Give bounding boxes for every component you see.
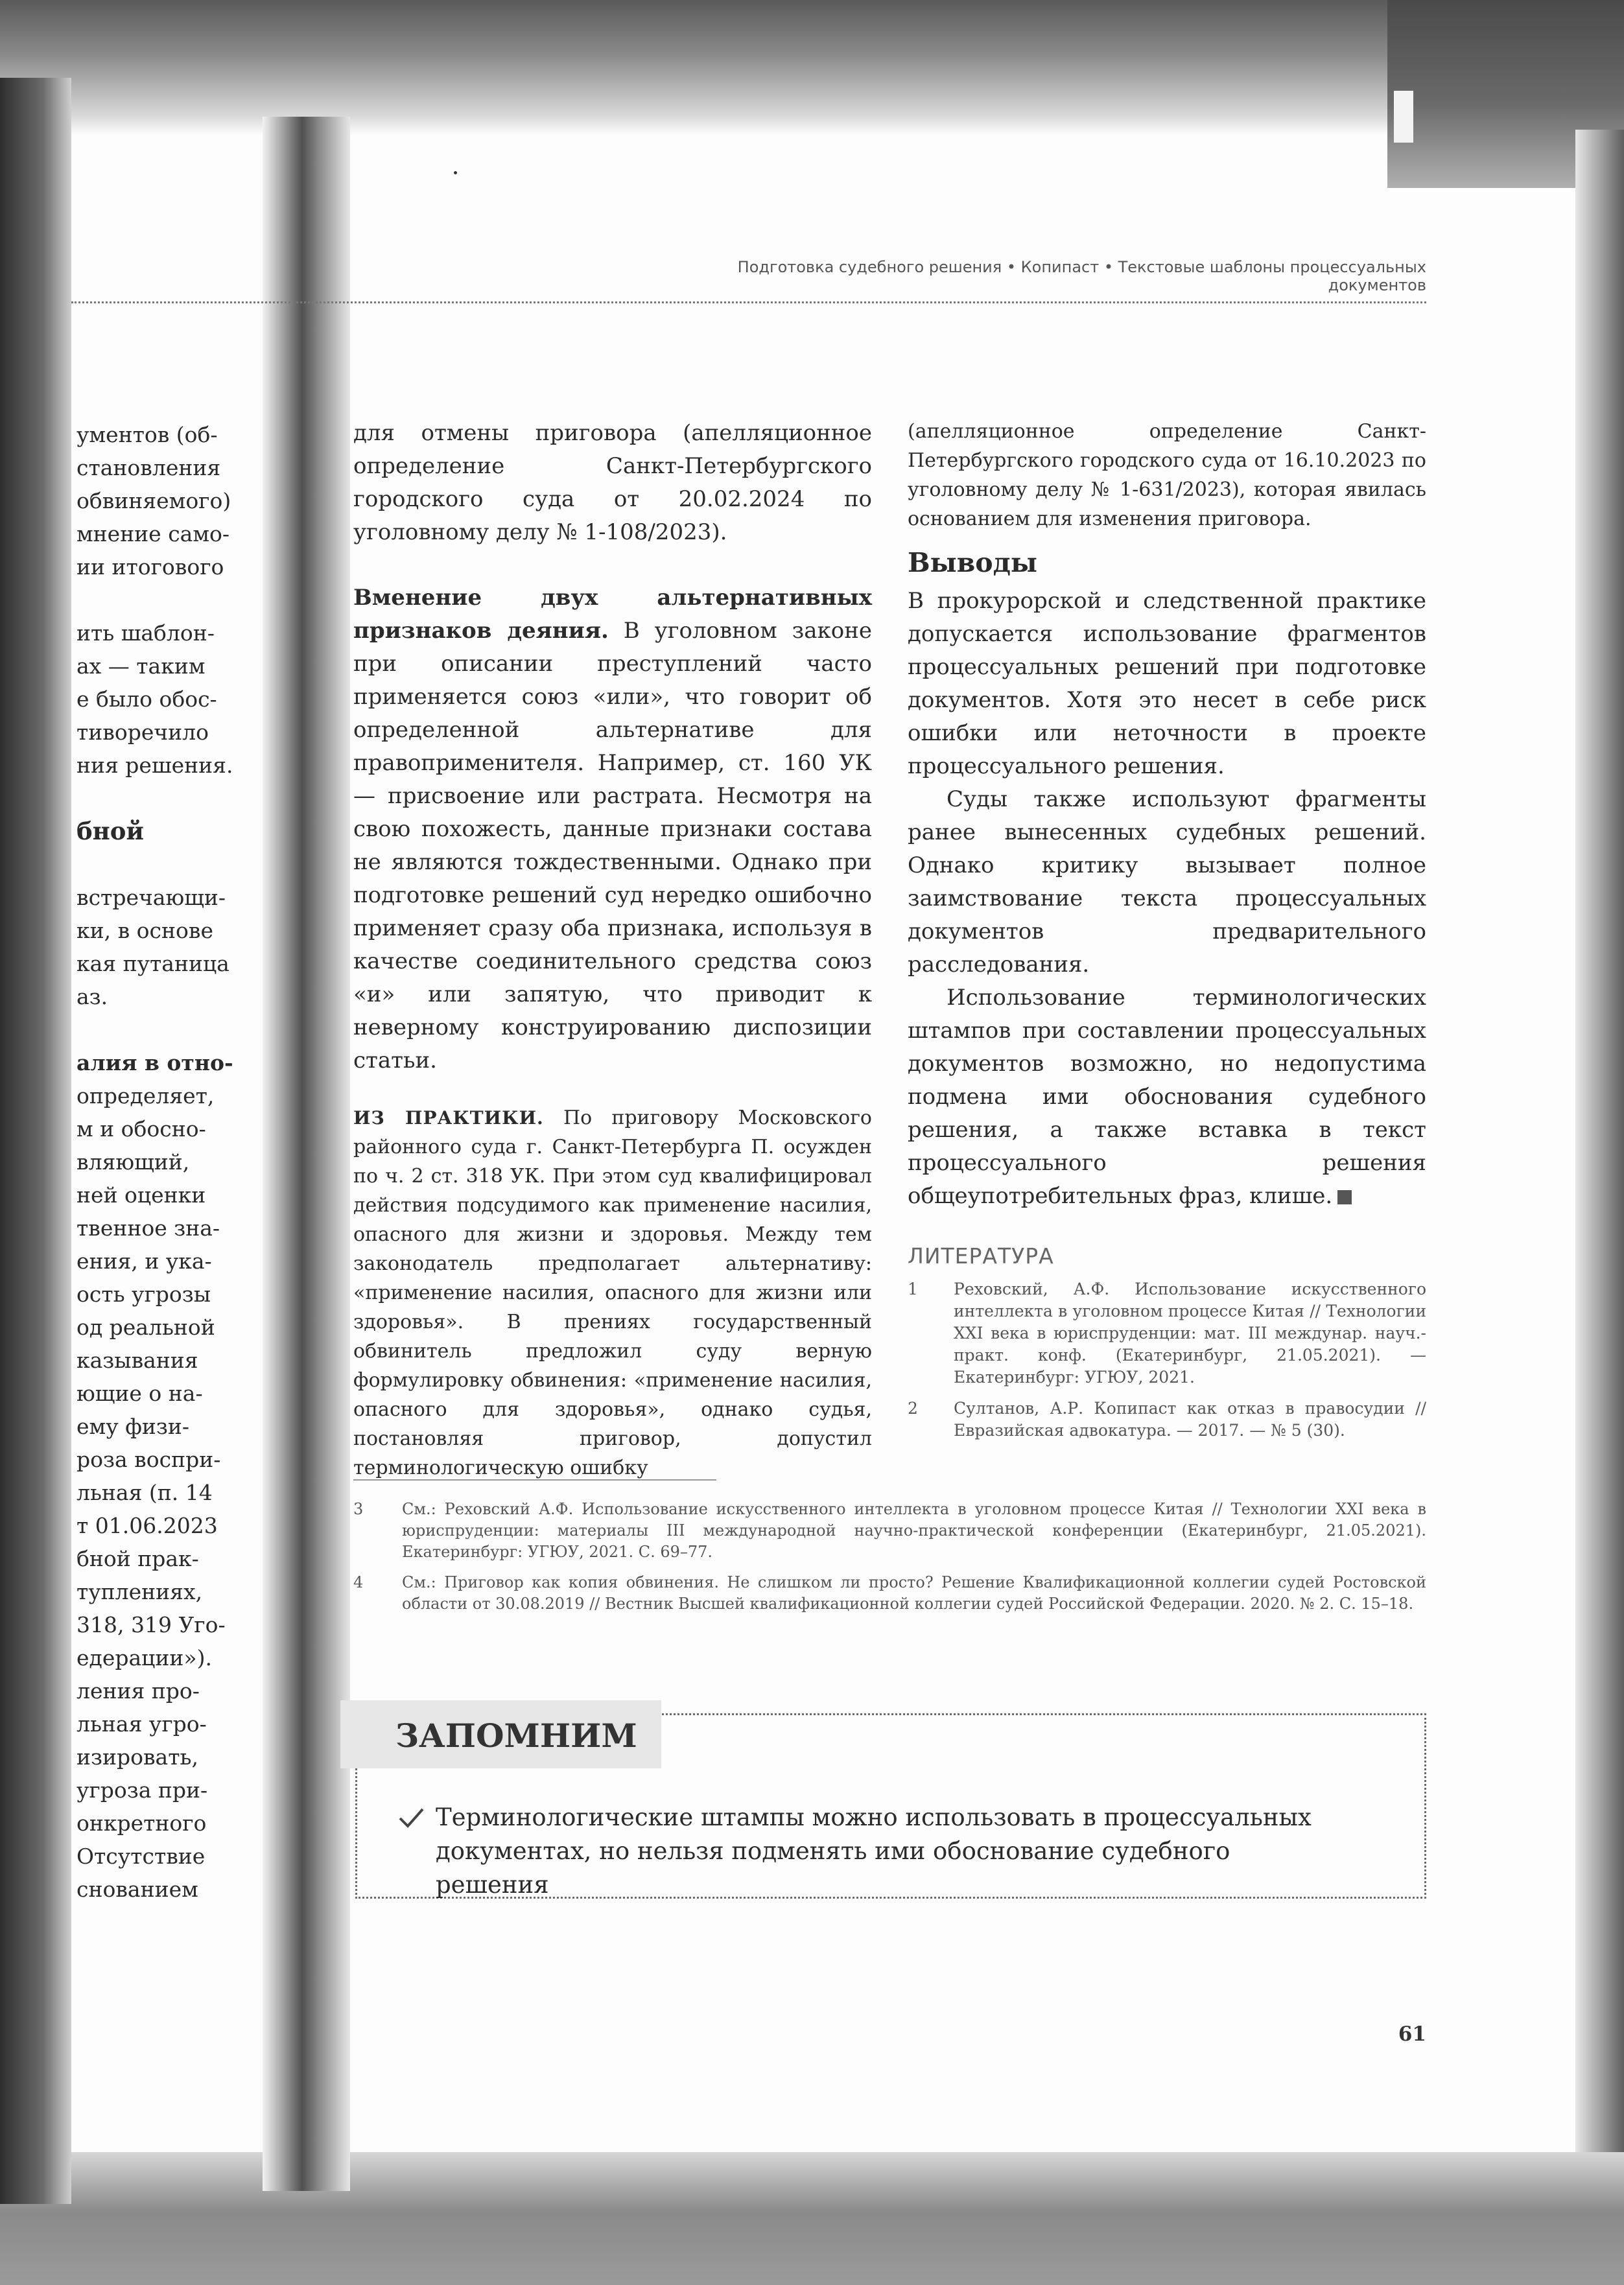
left-page-line: алия в отно- <box>76 1050 233 1075</box>
left-page-line: твенное зна- <box>76 1215 220 1241</box>
practice-box <box>353 1103 872 1482</box>
left-page-line: роза воспри- <box>76 1447 221 1472</box>
item-text: Реховский, А.Ф. Использование искусственного интеллекта в уголовном процессе Китая // Технологии XXI века в юриспруденции: мат. III междунар. науч.-практ. конф. (Екатеринбург, 21.05.2021). — Екатеринбург: УГЮУ, 2021. <box>954 1280 1426 1387</box>
remember-title: ЗАПОМНИМ <box>395 1717 637 1755</box>
footnote-rule <box>353 1479 716 1481</box>
left-page-line: вляющий, <box>76 1149 190 1175</box>
left-page-line: од реальной <box>76 1315 215 1340</box>
left-page-line: встречающи- <box>76 885 226 910</box>
running-header: Подготовка судебного решения • Копипаст • Текстовые шаблоны процессуальных документов <box>737 258 1426 294</box>
left-page-line: бной прак- <box>76 1546 199 1571</box>
paragraph: Суды также используют фрагменты ранее вынесенных судебных решений. Однако критику вызывает полное заимствование текста процессуальных документов предварительного расследования. <box>908 786 1426 978</box>
paragraph <box>908 981 1426 1213</box>
left-page-line: 318, 319 Уго- <box>76 1612 226 1637</box>
left-page-line: мнение само- <box>76 521 230 546</box>
paragraph-text: В уголовном законе при описании преступлений часто применяется союз «или», что говорит об определенной альтернативе для правоприменителя. Например, ст. 160 УК — присвоение или растрата. Несмотря на свою похожесть, данные признаки состава не являются тождественными. Однако при подготовке решений суд нередко ошибочно применяет сразу оба признака, используя в качестве соединительного средства союз «и» или запятую, что приводит к неверному конструированию диспозиции статьи. <box>353 618 872 1073</box>
left-page-line: ния решения. <box>76 753 233 778</box>
left-page-line: льная угро- <box>76 1711 207 1737</box>
left-page-line: т 01.06.2023 <box>76 1513 218 1538</box>
book-spine-shadow <box>263 117 350 2191</box>
paragraph <box>353 581 872 1077</box>
page-number: 61 <box>1398 2022 1426 2046</box>
left-page-line: онкретного <box>76 1810 207 1836</box>
item-text: Султанов, А.Р. Копипаст как отказ в правосудии // Евразийская адвокатура. — 2017. — № 5 (30). <box>954 1399 1426 1440</box>
scan-shadow-bottom <box>0 2152 1624 2285</box>
practice-text: По приговору Московского районного суда г. Санкт-Петербурга П. осужден по ч. 2 ст. 318 УК. При этом суд квалифицировал действия подсудимого как применение насилия, опасного для жизни и здоровья. Между тем законодатель предполагает альтернативу: «применение насилия, опасного для жизни или здоровья». В прениях государственный обвинитель предложил суду верную формулировку обвинения: «применение насилия, опасного для здоровья», однако судья, постановляя приговор, допустил терминологическую ошибку <box>353 1107 872 1479</box>
back-page-edge <box>1394 91 1413 143</box>
left-page-line: Отсутствие <box>76 1844 206 1869</box>
left-page-line: ах — таким <box>76 653 206 679</box>
scan-shadow-left <box>0 78 71 2204</box>
left-page-line: ументов (об- <box>76 422 218 447</box>
item-number: 2 <box>908 1399 918 1418</box>
left-page-fragment <box>76 418 271 1906</box>
left-page-line <box>76 848 271 881</box>
left-page-line: бной <box>76 817 144 845</box>
speck <box>454 171 457 174</box>
left-page-line: угроза при- <box>76 1777 208 1803</box>
practice-label: ИЗ ПРАКТИКИ. <box>353 1107 544 1129</box>
paragraph: для отмены приговора (апелляционное определение Санкт-Петербургского городского суда от 20.02.2024 по уголовному делу № 1-108/2023). <box>353 420 872 545</box>
scan-shadow-top <box>0 0 1624 136</box>
footnote <box>353 1499 1426 1563</box>
end-mark-icon <box>1337 1190 1352 1204</box>
left-page-line: ему физи- <box>76 1414 190 1439</box>
footnote-number: 4 <box>353 1573 364 1591</box>
item-number: 1 <box>908 1280 918 1298</box>
left-page-line: ить шаблон- <box>76 620 215 646</box>
left-page-line: е было обос- <box>76 686 217 712</box>
left-page-line <box>76 1013 271 1046</box>
left-page-line: м и обосно- <box>76 1116 206 1142</box>
paragraph: (апелляционное определение Санкт-Петербургского городского суда от 16.10.2023 по уголовному делу № 1-631/2023), которая явилась основанием для изменения приговора. <box>908 420 1426 530</box>
left-page-line: едерации»). <box>76 1645 212 1670</box>
left-page-line: кая путаница <box>76 951 229 976</box>
left-page-line: ющие о на- <box>76 1381 203 1406</box>
left-page-line: ии итогового <box>76 554 224 580</box>
literature-list <box>908 1278 1426 1451</box>
footnote-text: См.: Приговор как копия обвинения. Не слишком ли просто? Решение Квалификационной коллегии судей Ростовской области от 30.08.2019 // Вестник Высшей квалификационной коллегии судей Российской Федерации. 2020. № 2. С. 15–18. <box>402 1573 1426 1613</box>
left-page-line: определяет, <box>76 1083 215 1108</box>
checkmark-icon <box>397 1803 425 1832</box>
left-page-line: ость угрозы <box>76 1282 211 1307</box>
left-page-line <box>76 782 271 815</box>
scan-shadow-right <box>1575 130 1624 2204</box>
paragraph: В прокурорской и следственной практике допускается использование фрагментов процессуальных решений при подготовке документов. Хотя это несет в себе риск ошибки или неточности в проекте процессуального решения. <box>908 588 1426 779</box>
left-page-line: снованием <box>76 1877 198 1902</box>
left-page-line: туплениях, <box>76 1579 203 1604</box>
left-page-line: аз. <box>76 984 108 1009</box>
left-page-line: ления про- <box>76 1678 200 1704</box>
left-page-line: тиворечило <box>76 720 209 745</box>
list-item <box>908 1398 1426 1442</box>
run-in-heading: Вменение двух альтернативных признаков деяния. <box>353 585 872 644</box>
left-page-line: ней оценки <box>76 1182 206 1208</box>
left-page-line: становления <box>76 455 221 480</box>
remember-line: Терминологические штампы можно использовать в процессуальных <box>436 1803 1312 1831</box>
text-column-1 <box>353 417 872 1482</box>
text-column-2 <box>908 417 1426 1213</box>
remember-text <box>436 1801 1343 1902</box>
remember-line: документах, но нельзя подменять ими обоснование судебного решения <box>436 1837 1230 1899</box>
left-page-line: изировать, <box>76 1744 198 1770</box>
literature-heading: ЛИТЕРАТУРА <box>908 1243 1054 1269</box>
footnote-text: См.: Реховский А.Ф. Использование искусственного интеллекта в уголовном процессе Китая // Технологии XXI века в юриспруденции: материалы III международной научно-практической конференции (Екатеринбург, 21.05.2021). Екатеринбург: УГЮУ, 2021. С. 69–77. <box>402 1500 1426 1561</box>
paragraph-text: Использование терминологических штампов при составлении процессуальных документов возможно, но недопустима подмена ими обоснования судебного решения, а также вставка в текст процессуального решения общеупотребительных фраз, клише. <box>908 985 1426 1209</box>
left-page-line: казывания <box>76 1348 198 1373</box>
footnote <box>353 1572 1426 1615</box>
left-page-line: обвиняемого) <box>76 488 231 513</box>
footnote-number: 3 <box>353 1500 364 1518</box>
left-page-line: льная (п. 14 <box>76 1480 213 1505</box>
left-page-line <box>76 583 271 616</box>
left-page-line: ения, и ука- <box>76 1248 212 1274</box>
left-page-line: ки, в основе <box>76 918 213 943</box>
list-item <box>908 1278 1426 1389</box>
section-heading: Выводы <box>908 547 1038 578</box>
header-rule <box>71 301 1426 303</box>
